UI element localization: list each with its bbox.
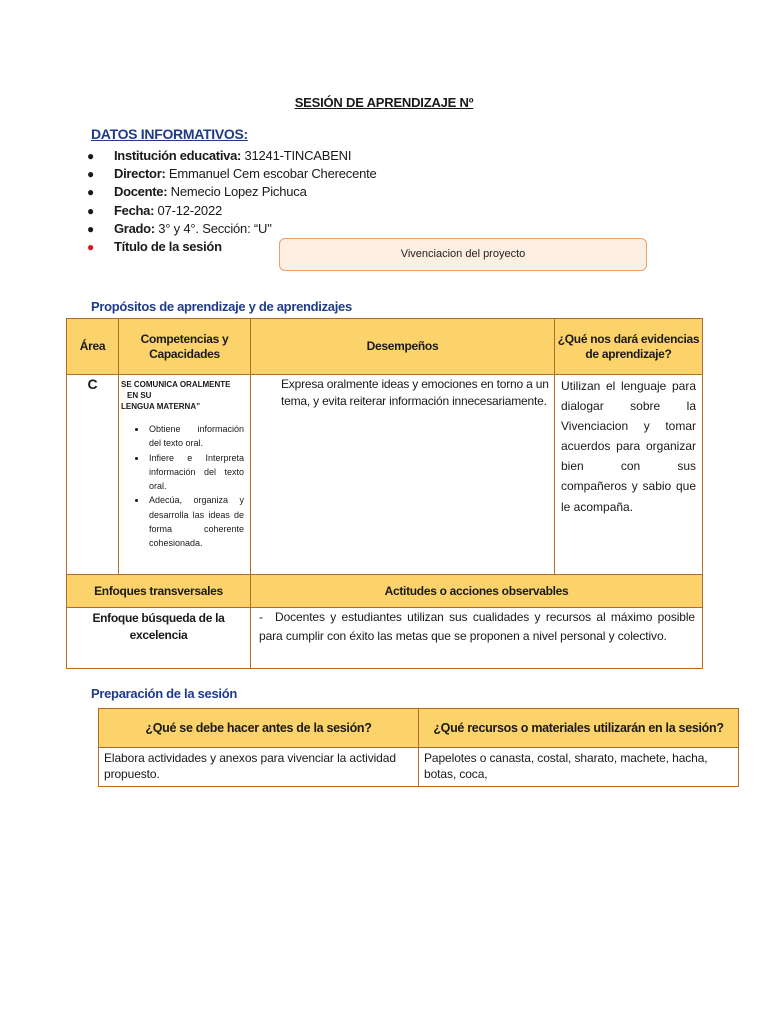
bullet-icon: ● bbox=[87, 239, 95, 254]
propositos-heading: Propósitos de aprendizaje y de aprendizajes bbox=[91, 299, 352, 314]
propositos-table bbox=[66, 318, 703, 669]
area-cell: C bbox=[67, 375, 119, 575]
bullet-icon: ● bbox=[87, 149, 95, 163]
table-row bbox=[99, 748, 739, 787]
list-item: • Obtiene información del texto oral. bbox=[147, 422, 244, 451]
header-actitudes: Actitudes o acciones observables bbox=[251, 575, 703, 608]
info-item-institucion bbox=[87, 147, 507, 165]
session-title-box: Vivenciacion del proyecto bbox=[279, 238, 647, 271]
header-enfoques: Enfoques transversales bbox=[67, 575, 251, 608]
enfoques-header-row bbox=[67, 575, 703, 608]
actitud-cell bbox=[251, 608, 703, 669]
evidencia-cell: Utilizan el lenguaje para dialogar sobre la Vivenciacion y tomar acuerdos para organizar bien con sus compañeros y sabio que le acompaña. bbox=[555, 375, 703, 575]
capacidades-list bbox=[121, 422, 244, 551]
dash-mark: - bbox=[259, 610, 263, 624]
desempeno-cell: Expresa oralmente ideas y emociones en torno a un tema, y evita reiterar información innecesariamente. bbox=[251, 375, 555, 575]
info-value: 31241-TINCABENI bbox=[241, 148, 352, 163]
info-label: Grado: bbox=[114, 220, 155, 236]
info-label: Fecha: bbox=[114, 202, 155, 218]
datos-informativos-heading: DATOS INFORMATIVOS: bbox=[91, 126, 248, 142]
header-evidencias: ¿Qué nos dará evidencias de aprendizaje? bbox=[555, 319, 703, 375]
bullet-icon: ● bbox=[87, 185, 95, 200]
info-value: Nemecio Lopez Pichuca bbox=[167, 184, 307, 200]
recursos-cell: Papelotes o canasta, costal, sharato, machete, hacha, botas, coca, bbox=[419, 748, 739, 787]
info-label: Director: bbox=[114, 166, 166, 182]
enfoque-cell: Enfoque búsqueda de la excelencia bbox=[67, 608, 251, 669]
bullet-icon: ● bbox=[87, 167, 95, 182]
document-title: SESIÓN DE APRENDIZAJE Nº bbox=[294, 95, 474, 110]
actitud-text: Docentes y estudiantes utilizan sus cualidades y recursos al máximo posible para cumplir con éxito las metas que se proponen a nivel personal y colectivo. bbox=[259, 610, 695, 643]
info-label: Título de la sesión bbox=[114, 238, 222, 254]
list-item: • Infiere e Interpreta información del texto oral. bbox=[147, 451, 244, 494]
info-label: Docente: bbox=[114, 184, 168, 200]
info-value: 3° y 4°. Sección: “U" bbox=[154, 220, 272, 236]
preparacion-table bbox=[98, 708, 739, 787]
info-item-fecha bbox=[87, 202, 507, 220]
list-item: • Adecúa, organiza y desarrolla las ideas de forma coherente cohesionada. bbox=[147, 493, 244, 550]
header-competencias: Competencias y Capacidades bbox=[119, 319, 251, 375]
info-item-docente bbox=[87, 183, 507, 201]
competencia-line: SE COMUNICA ORALMENTE bbox=[121, 380, 231, 389]
competencias-cell bbox=[119, 375, 251, 575]
antes-cell: Elabora actividades y anexos para vivenciar la actividad propuesto. bbox=[99, 748, 419, 787]
table-row bbox=[67, 608, 703, 669]
competencia-line: LENGUA MATERNA” bbox=[121, 402, 201, 411]
table-header-row bbox=[99, 709, 739, 748]
table-header-row bbox=[67, 319, 703, 375]
table-row bbox=[67, 375, 703, 575]
header-recursos: ¿Qué recursos o materiales utilizarán en la sesión? bbox=[419, 709, 739, 748]
header-antes: ¿Qué se debe hacer antes de la sesión? bbox=[99, 709, 419, 748]
info-value: Emmanuel Cem escobar Cherecente bbox=[165, 166, 377, 182]
competencia-line: EN SU bbox=[127, 391, 152, 400]
bullet-icon: ● bbox=[87, 221, 95, 236]
info-value: 07-12-2022 bbox=[154, 202, 223, 218]
bullet-icon: ● bbox=[87, 203, 95, 218]
info-item-director bbox=[87, 165, 507, 183]
info-label: Institución educativa: bbox=[114, 148, 242, 163]
info-item-grado bbox=[87, 220, 507, 238]
preparacion-heading: Preparación de la sesión bbox=[91, 686, 237, 701]
header-area: Área bbox=[67, 319, 119, 375]
header-desempenos: Desempeños bbox=[251, 319, 555, 375]
